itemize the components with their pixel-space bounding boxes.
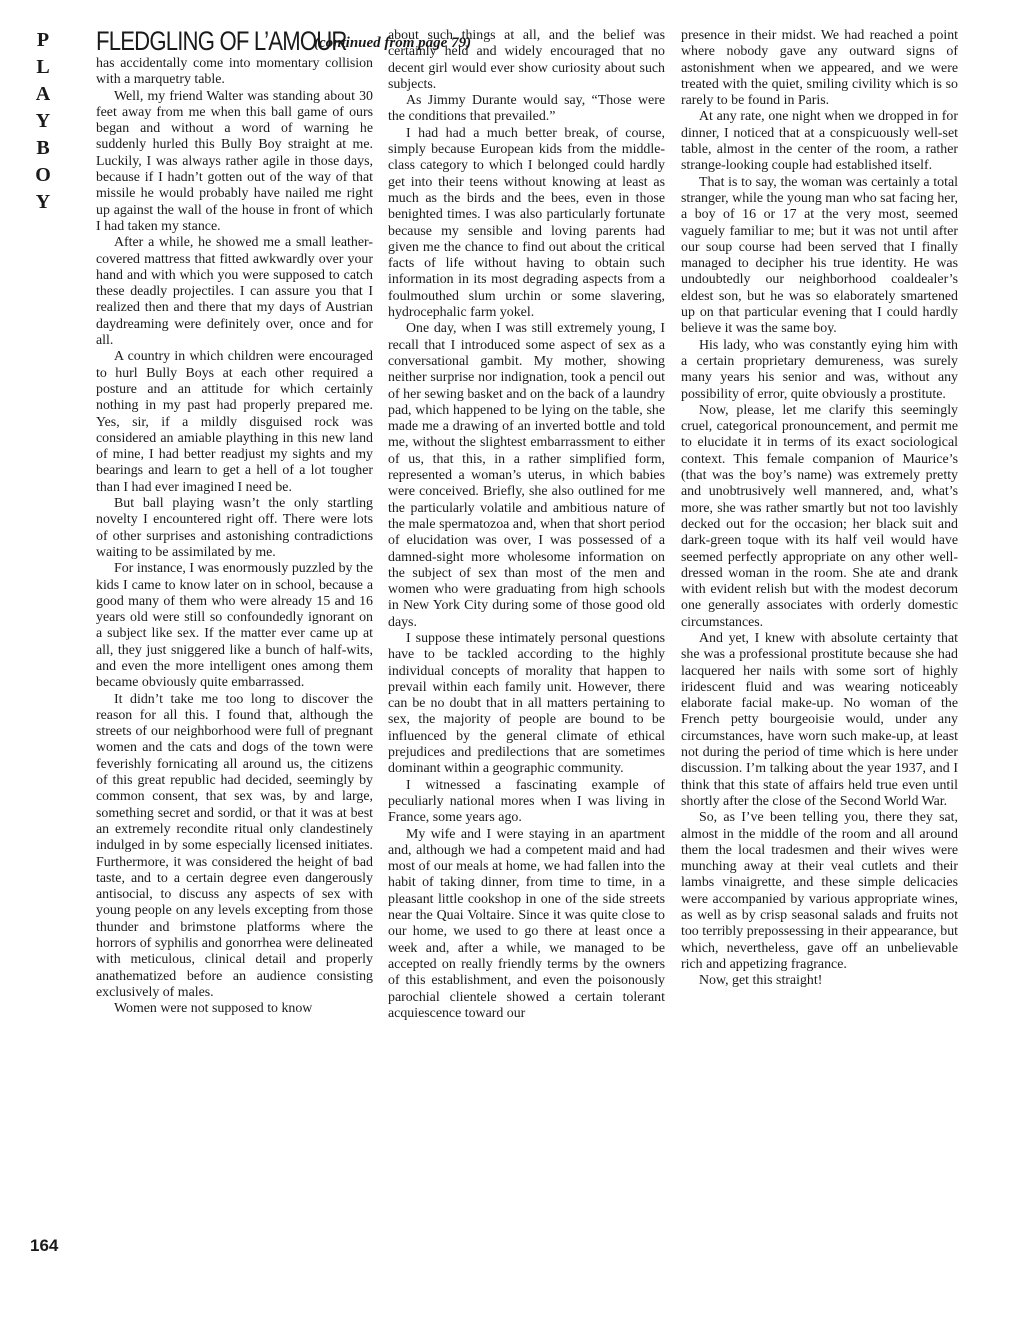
logo-letter: O [35, 164, 51, 186]
paragraph: I had had a much better break, of course, simply because European kids from the middle-class category to which I belonged could hardly get into their teens without knowing at least as much as the birds and the bees, even in those benighted times. I was also particularly fortunate because my sensible and loving parents had given me the chance to find out about the critical facts of life without having to obtain such information in its most degrading aspects from a foulmouthed slum urchin or some slavering, hydrocephalic farm yokel. [388, 125, 665, 321]
paragraph: has accidentally come into momentary collision with a marquetry table. [96, 56, 373, 88]
logo-letter: P [36, 29, 50, 51]
paragraph: One day, when I was still extremely young, I recall that I introduced some aspect of sex as a conversational gambit. My mother, showing neither surprise nor indignation, took a pencil out of her sewing basket and on the back of a laundry pad, which happened to be lying on the table, she made me a drawing of an inverted bottle and told me, without the slightest embarrassment to either of us, that this, in a rather simplified form, represented a woman’s uterus, in which babies were conceived. Briefly, she also outlined for me the particularly volatile and ambitious nature of the male spermatozoa and, when that short period of elucidation was over, I was possessed of a damned-sight more wholesome information on the subject of sex than most of the men and women who were graduating from high schools in New York City during some of those good old days. [388, 321, 665, 630]
magazine-logo-vertical [30, 30, 56, 219]
paragraph: After a while, he showed me a small leather-covered mattress that fitted awkwardly over your hand and with which you were supposed to catch these deadly projectiles. I can assure you that I realized then and there that my days of Austrian daydreaming were definitely over, once and for all. [96, 235, 373, 349]
paragraph: That is to say, the woman was certainly a total stranger, while the young man who sat facing her, a boy of 16 or 17 at the very most, seemed vaguely familiar to me; but it was not until after our soup course had been served that I finally managed to decipher his true identity. He was undoubtedly our neighborhood coaldealer’s eldest son, but he was so elaborately smartened up on that particular evening that I could hardly believe it was the same boy. [681, 174, 958, 337]
logo-letter: Y [35, 191, 51, 213]
paragraph: I witnessed a fascinating example of peculiarly national mores when I was living in France, some years ago. [388, 777, 665, 826]
text-column-1 [96, 56, 373, 1018]
paragraph: My wife and I were staying in an apartment and, although we had a competent maid and had most of our meals at home, we had fallen into the habit of taking dinner, from time to time, in a pleasant little cookshop in one of the side streets near the Quai Voltaire. Since it was quite close to our home, we used to go there at least once a week and, after a while, we managed to be accepted on really friendly terms by the owners of this establishment, and even the poisonously parochial clientele showed a certain tolerant acquiescence toward our [388, 826, 665, 1021]
text-column-2 [388, 28, 665, 1022]
paragraph: Well, my friend Walter was standing about 30 feet away from me when this ball game of ours began and without a word of warning he suddenly hurled this Bully Boy straight at me. Luckily, I was always rather agile in those days, because if I hadn’t gotten out of the way of that missile he would probably have nailed me right up against the wall of the house in front of which I had taken my stance. [96, 88, 373, 234]
paragraph: Women were not supposed to know [114, 1001, 313, 1017]
text-column-3 [681, 28, 958, 990]
paragraph: A country in which children were encouraged to hurl Bully Boys at each other required a posture and an attitude for which certainly nothing in my past had properly prepared me. Yes, sir, if a mildly disguised rock was considered an amiable plaything in this new land of mine, I had better readjust my sights and my bearings and learn to get a hell of a lot tougher than I had ever imagined I need be. [96, 349, 373, 495]
article-title: FLEDGLING OF L’AMOUR [96, 26, 347, 56]
paragraph: For instance, I was enormously puzzled by the kids I came to know later on in school, because a good many of them who were already 15 and 16 years old were still so confoundedly ignorant on a subject like sex. If the matter ever came up at all, they just sniggered like a bunch of half-wits, and even the more intelligent ones among them became obviously quite embarrassed. [96, 561, 373, 691]
paragraph: Now, get this straight! [699, 973, 823, 989]
logo-letter: A [35, 83, 51, 105]
paragraph: At any rate, one night when we dropped in for dinner, I noticed that at a conspicuously well-set table, almost in the center of the room, a rather strange-looking couple had established itself. [681, 109, 958, 174]
logo-letter: Y [35, 110, 51, 132]
paragraph: So, as I’ve been telling you, there they sat, almost in the middle of the room and all around them the local tradesmen and their wives were munching away at their veal cutlets and their lambs vinaigrette, and these simple delicacies were accompanied by various appropriate wines, as well as by crisp seasonal salads and fruits not too terribly prepossessing in their appearance, but which, nevertheless, gave off an unbelievable rich and appetizing fragrance. [681, 810, 958, 972]
logo-letter: L [36, 56, 50, 78]
paragraph: about such things at all, and the belief was certainly held and widely encouraged that no decent girl would ever show curiosity about such subjects. [388, 28, 665, 92]
paragraph: And yet, I knew with absolute certainty that she was a professional prostitute because she had lacquered her nails with some sort of highly iridescent fluid and was wearing noticeably elaborate facial make-up. No woman of the French petty bourgeoisie would, under any circumstances, have worn such make-up, at least not during the period of time which is here under discussion. I’m talking about the year 1937, and I think that this state of affairs held true even until shortly after the close of the Second World War. [681, 630, 958, 809]
paragraph: His lady, who was constantly eying him with a certain proprietary demureness, was surely many years his senior and was, without any possibility of error, quite obviously a prostitute. [681, 337, 958, 402]
paragraph: It didn’t take me too long to discover the reason for all this. I found that, although the streets of our neighborhood were full of pregnant women and the cats and dogs of the town were feverishly fornicating all around us, the citizens of this great republic had decided, seemingly by common consent, that sex was, by and large, something secret and sordid, or that it was at best an extremely recondite ritual only clandestinely indulged in by some especially licensed initiates. Furthermore, it was considered the height of bad taste, and to a certain degree even dangerously antisocial, to discuss any aspects of sex with young people on any levels excepting from those thunder and brimstone platforms where the horrors of syphilis and gonorrhea were delineated with meticulous, clinical detail and properly anathematized before an audience consisting exclusively of males. [96, 691, 373, 1000]
continued-note: (continued from page 79) [314, 35, 472, 51]
logo-letter: B [36, 137, 50, 159]
paragraph: As Jimmy Durante would say, “Those were the conditions that prevailed.” [388, 93, 665, 125]
paragraph: Now, please, let me clarify this seemingly cruel, categorical pronouncement, and permit me to elucidate it in terms of its exact sociological context. This female companion of Maurice’s (that was the boy’s name) was extremely pretty and unobtrusively well mannered, and, what’s more, she was rather smartly but not too lavishly decked out for the occasion; her black suit and dark-green toque with its half veil would have seemed perfectly appropriate on any other well-dressed woman in the room. She ate and drank with evident relish but with the modest decorum one generally associates with orderly domestic circumstances. [681, 402, 958, 630]
page-number: 164 [30, 1236, 59, 1255]
paragraph: I suppose these intimately personal questions have to be tackled according to the highly individual concepts of morality that happen to prevail within each family unit. However, there can be no doubt that in all matters pertaining to sex, the majority of people are bound to be influenced by the general climate of ethical prejudices and predilections that are sometimes dominant within a geographic community. [388, 630, 665, 777]
paragraph: But ball playing wasn’t the only startling novelty I encountered right off. There were lots of other surprises and astonishing contradictions waiting to be assimilated by me. [96, 496, 373, 560]
paragraph: presence in their midst. We had reached a point where nobody gave any outward signs of astonishment when we appeared, and we were treated with the quiet, smiling civility which is so rarely to be found in Paris. [681, 28, 958, 109]
